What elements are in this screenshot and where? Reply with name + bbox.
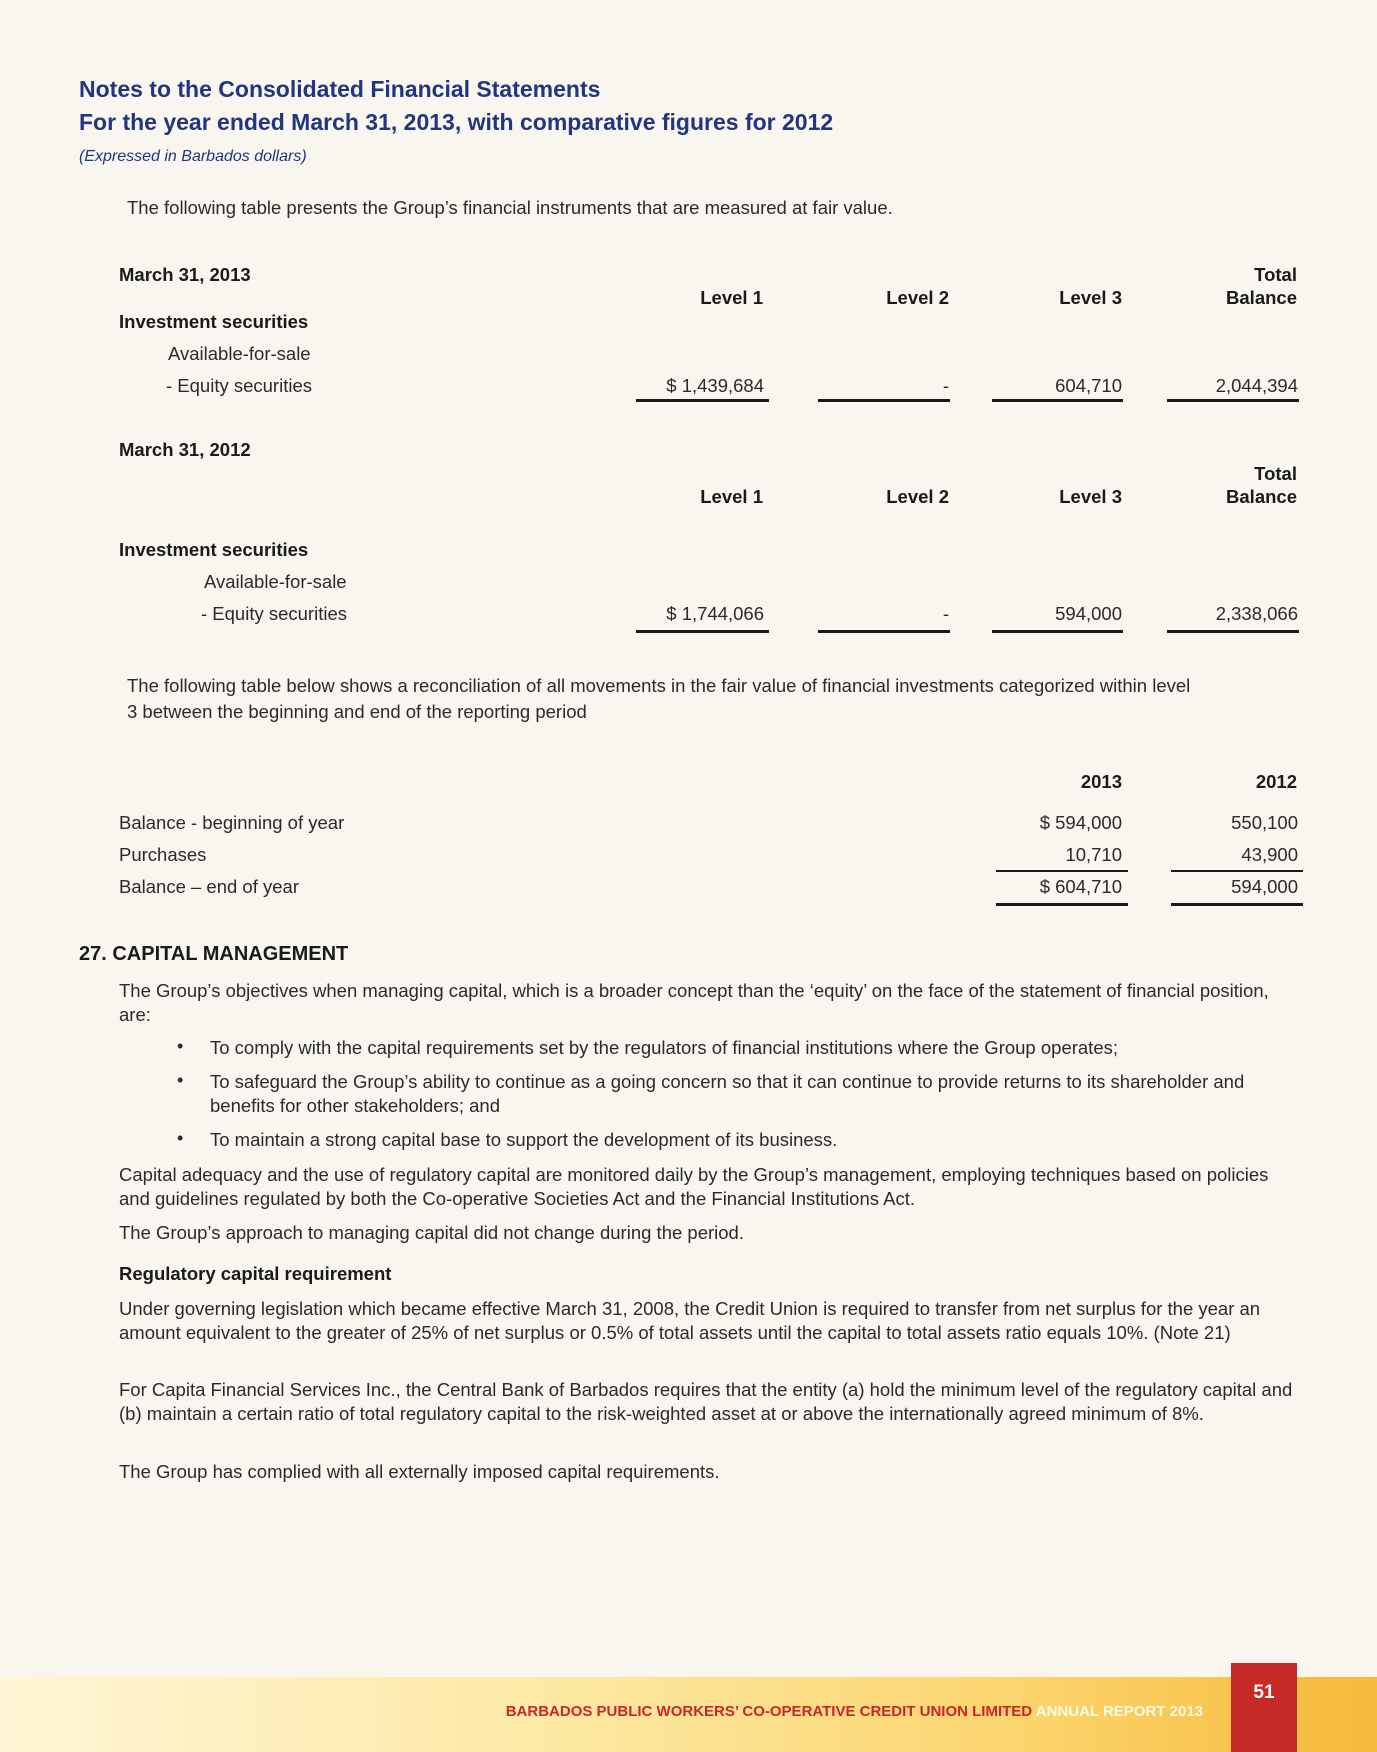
underline: [636, 399, 769, 402]
subheading: Regulatory capital requirement: [119, 1263, 392, 1284]
page-title: Notes to the Consolidated Financial Statements: [79, 76, 601, 102]
paragraph: The Group’s approach to managing capital did not change during the period.: [119, 1222, 744, 1243]
underline: [1167, 630, 1299, 633]
value-level-1: $ 1,744,066: [666, 603, 764, 624]
reconciliation-intro-line-2: 3 between the beginning and end of the reporting period: [127, 701, 587, 722]
footer-text: [0, 1703, 1203, 1720]
col-level-2: Level 2: [886, 486, 949, 507]
footer-report: ANNUAL REPORT 2013: [1032, 1703, 1203, 1720]
underline: [636, 630, 769, 633]
value-level-1: $ 1,439,684: [666, 375, 764, 396]
paragraph: The Group has complied with all externally imposed capital requirements.: [119, 1461, 720, 1482]
category-label: Available-for-sale: [204, 571, 347, 592]
table-date: March 31, 2012: [119, 439, 251, 460]
bullet-icon: •: [177, 1128, 184, 1148]
row-label: - Equity securities: [201, 603, 347, 624]
table-date: March 31, 2013: [119, 264, 251, 285]
value-level-3: 594,000: [1055, 603, 1122, 624]
paragraph: The Group’s objectives when managing capital, which is a broader concept than the ‘equity’ on the face of the statement of financial position, are:: [119, 980, 1269, 1025]
col-balance: Balance: [1226, 486, 1297, 507]
underline: [818, 630, 950, 633]
paragraph: For Capita Financial Services Inc., the Central Bank of Barbados requires that the entity (a) hold the minimum level of the regulatory capital and (b) maintain a certain ratio of total regulatory capital to the risk-weighted asset at or above the internationally agreed minimum of 8%.: [119, 1379, 1293, 1424]
col-level-3: Level 3: [1059, 486, 1122, 507]
underline: [1171, 903, 1303, 906]
value-level-2: -: [942, 375, 949, 396]
col-balance: Balance: [1226, 287, 1297, 308]
underline: [992, 630, 1123, 633]
col-level-3: Level 3: [1059, 287, 1122, 308]
underline: [992, 399, 1123, 402]
page-number: 51: [1253, 1682, 1275, 1703]
bullet-icon: •: [177, 1070, 184, 1090]
underline: [818, 399, 950, 402]
underline: [996, 870, 1128, 872]
value-level-3: 604,710: [1055, 375, 1122, 396]
section-label: Investment securities: [119, 539, 309, 560]
row-label: - Equity securities: [166, 375, 312, 396]
row-value-2012: 43,900: [1241, 844, 1298, 865]
page-subtitle: For the year ended March 31, 2013, with comparative figures for 2012: [79, 109, 834, 135]
row-value-2013: $ 604,710: [1039, 876, 1122, 897]
bullet-text: To safeguard the Group’s ability to continue as a going concern so that it can continue to provide returns to its shareholder and benefits for other stakeholders; and: [210, 1071, 1245, 1116]
row-value-2012: 550,100: [1231, 812, 1298, 833]
col-total: Total: [1254, 463, 1297, 484]
reconciliation-intro-line-1: The following table below shows a reconciliation of all movements in the fair value of financial investments categorized within level: [127, 675, 1191, 696]
bullet-text: To comply with the capital requirements set by the regulators of financial institutions where the Group operates;: [210, 1037, 1118, 1058]
intro-text: The following table presents the Group’s financial instruments that are measured at fair value.: [127, 197, 893, 218]
section-label: Investment securities: [119, 311, 309, 332]
col-2013: 2013: [1080, 771, 1122, 792]
value-level-2: -: [942, 603, 949, 624]
paragraph: Under governing legislation which became effective March 31, 2008, the Credit Union is required to transfer from net surplus for the year an amount equivalent to the greater of 25% of net surplus or 0.5% of total assets until the capital to total assets ratio equals 10%. (Note 21): [119, 1298, 1261, 1343]
category-label: Available-for-sale: [168, 343, 311, 364]
section-heading: 27. CAPITAL MANAGEMENT: [79, 943, 349, 965]
currency-note: (Expressed in Barbados dollars): [79, 148, 307, 165]
row-label: Balance – end of year: [119, 876, 299, 897]
value-total: 2,044,394: [1215, 375, 1298, 396]
row-label: Purchases: [119, 844, 207, 865]
col-total: Total: [1254, 264, 1297, 285]
row-value-2013: 10,710: [1065, 844, 1122, 865]
paragraph: Capital adequacy and the use of regulatory capital are monitored daily by the Group’s management, employing techniques based on policies and guidelines regulated by both the Co-operative Societies Act and the Financial Institutions Act.: [119, 1164, 1269, 1209]
col-level-2: Level 2: [886, 287, 949, 308]
underline: [996, 903, 1128, 906]
underline: [1167, 399, 1299, 402]
value-total: 2,338,066: [1215, 603, 1298, 624]
col-2012: 2012: [1255, 771, 1297, 792]
row-label: Balance - beginning of year: [119, 812, 345, 833]
row-value-2012: 594,000: [1231, 876, 1298, 897]
footer-org: BARBADOS PUBLIC WORKERS’ CO-OPERATIVE CREDIT UNION LIMITED: [505, 1703, 1033, 1720]
col-level-1: Level 1: [700, 486, 763, 507]
bullet-text: To maintain a strong capital base to support the development of its business.: [210, 1129, 838, 1150]
col-level-1: Level 1: [700, 287, 763, 308]
underline: [1171, 870, 1303, 872]
bullet-icon: •: [177, 1036, 184, 1056]
row-value-2013: $ 594,000: [1039, 812, 1122, 833]
page-number-box: [1231, 1663, 1297, 1752]
